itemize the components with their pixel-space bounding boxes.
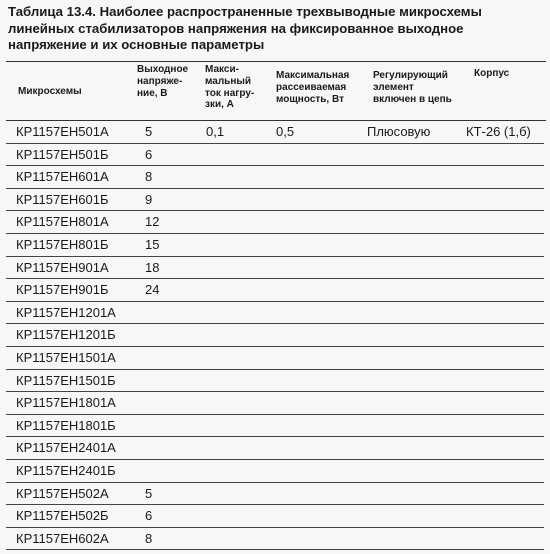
cell-microcircuit: КР1157ЕН901Б: [16, 282, 109, 298]
cell-microcircuit: КР1157ЕН901А: [16, 259, 109, 275]
header-current-line-2: мальный: [205, 75, 252, 87]
cell-max-current: 0,1: [206, 124, 225, 139]
caption-line-2: линейных стабилизаторов напряжения на фиксированное выходное: [8, 20, 464, 36]
header-package: [474, 68, 509, 80]
table-row: [6, 234, 544, 257]
table-row: [6, 189, 544, 212]
cell-output-voltage: 24: [145, 282, 160, 298]
header-current-line-3: ток нагру-: [205, 87, 255, 99]
table-row: [6, 257, 544, 280]
table-row: [6, 483, 544, 506]
table-row: [6, 211, 544, 234]
header-current-line-4: зки, А: [205, 99, 234, 111]
cell-microcircuit: КР1157ЕН601А: [16, 169, 109, 185]
table-row: [6, 437, 544, 460]
table-row: [6, 347, 544, 370]
cell-output-voltage: 18: [145, 259, 160, 275]
table-row: [6, 324, 544, 347]
table-row: [6, 302, 544, 325]
cell-output-voltage: 15: [145, 236, 160, 252]
cell-microcircuit: КР1157ЕН2401А: [16, 440, 116, 456]
cell-microcircuit: КР1157ЕН1201А: [16, 304, 116, 320]
cell-microcircuit: КР1157ЕН1201Б: [16, 327, 116, 343]
header-voltage-line-3: ние, В: [137, 87, 168, 99]
cell-microcircuit: КР1157ЕН1501Б: [16, 372, 116, 388]
header-current-line-1: Макси-: [205, 64, 239, 75]
cell-microcircuit: КР1157ЕН501Б: [16, 146, 109, 162]
header-voltage-line-2: напряже-: [137, 75, 183, 87]
table-row: [6, 279, 544, 302]
header-power-line-2: рассеиваемая: [276, 81, 347, 93]
cell-output-voltage: 12: [145, 214, 160, 230]
cell-microcircuit: КР1157ЕН1801А: [16, 395, 116, 411]
table-row: [6, 121, 544, 144]
cell-microcircuit: КР1157ЕН1501А: [16, 349, 116, 365]
header-power-line-3: мощность, Вт: [276, 93, 344, 105]
cell-microcircuit: КР1157ЕН1801Б: [16, 417, 116, 433]
caption-line-1: Таблица 13.4. Наиболее распространенные трехвыводные микросхемы: [8, 4, 482, 19]
table-row: [6, 144, 544, 167]
cell-max-power: 0,5: [276, 124, 295, 139]
header-regulator-line-1: Регулирующий: [373, 70, 448, 81]
header-name-label: Микросхемы: [18, 86, 82, 97]
table-row: [6, 505, 544, 528]
cell-microcircuit: КР1157ЕН602А: [16, 530, 109, 546]
header-regulator-line-3: включен в цепь: [373, 93, 452, 105]
cell-output-voltage: 9: [145, 191, 153, 207]
header-voltage-line-1: Выходное: [137, 64, 189, 75]
cell-output-voltage: 6: [145, 146, 153, 162]
cell-output-voltage: 5: [145, 485, 153, 501]
table-row: [6, 528, 544, 551]
cell-microcircuit: КР1157ЕН502Б: [16, 508, 109, 524]
table-caption: [8, 4, 542, 54]
cell-regulator: Плюсовую: [367, 124, 431, 139]
cell-output-voltage: 5: [145, 124, 153, 139]
header-regulator: [373, 70, 452, 105]
header-name: [18, 86, 82, 98]
header-voltage: [137, 64, 188, 99]
cell-microcircuit: КР1157ЕН502А: [16, 485, 109, 501]
cell-output-voltage: 8: [145, 530, 153, 546]
cell-microcircuit: КР1157ЕН501А: [16, 124, 109, 139]
cell-microcircuit: КР1157ЕН801Б: [16, 236, 109, 252]
cell-package: КТ-26 (1,б): [466, 124, 531, 139]
header-top-rule: [6, 61, 546, 62]
cell-output-voltage: 8: [145, 169, 153, 185]
header-regulator-line-2: элемент: [373, 81, 414, 93]
table-row: [6, 415, 544, 438]
table-row: [6, 460, 544, 483]
table-body: [0, 121, 550, 550]
table-row: [6, 392, 544, 415]
cell-microcircuit: КР1157ЕН601Б: [16, 191, 109, 207]
caption-line-3: напряжение и их основные параметры: [8, 37, 265, 52]
cell-microcircuit: КР1157ЕН801А: [16, 214, 109, 230]
table-row: [6, 370, 544, 393]
header-current: [205, 64, 254, 111]
header-power: [276, 70, 349, 105]
header-package-label: Корпус: [474, 68, 510, 79]
cell-output-voltage: 6: [145, 508, 153, 524]
table-row: [6, 166, 544, 189]
header-power-line-1: Максимальная: [276, 70, 350, 81]
cell-microcircuit: КР1157ЕН2401Б: [16, 462, 116, 478]
